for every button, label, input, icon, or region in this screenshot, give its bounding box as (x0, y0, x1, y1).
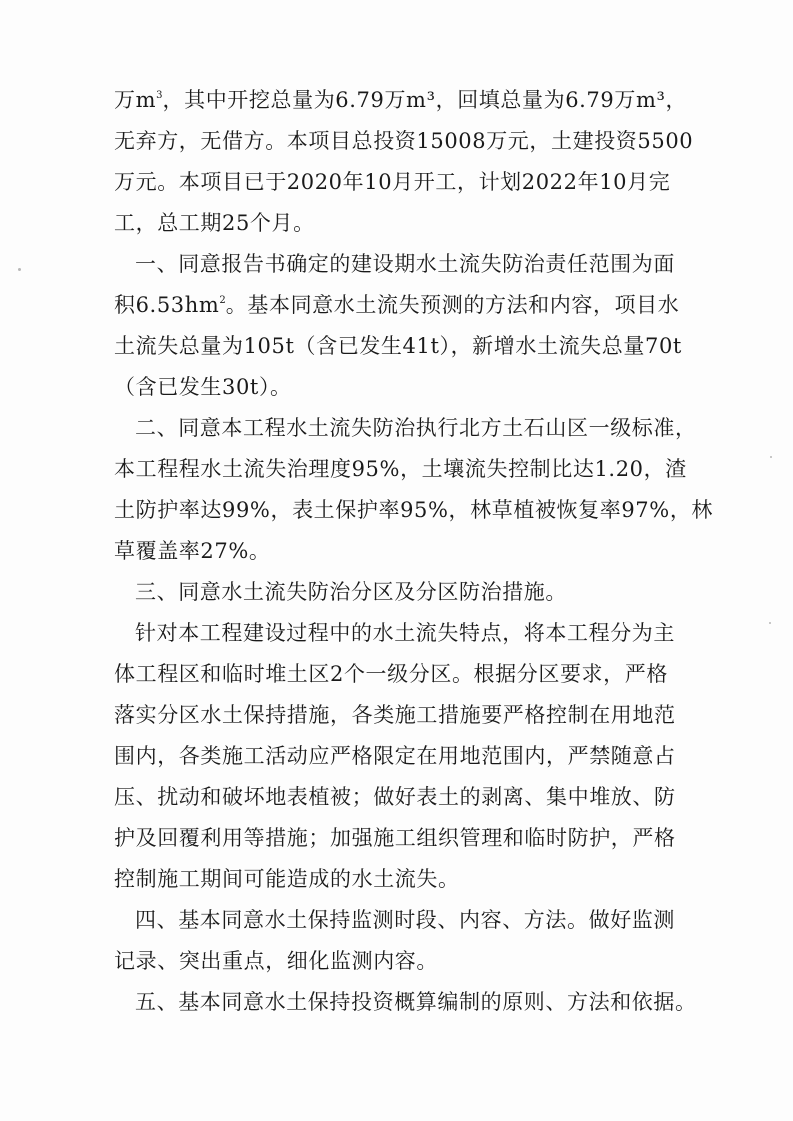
text-line-1: 万$m^3$，其中开挖总量为6.79万m³，回填总量为6.79万m³， (114, 88, 688, 112)
text-line-12: 草覆盖率27%。 (114, 539, 271, 563)
paragraph-2-start: 二、同意本工程水土流失防治执行北方土石山区一级标准， (135, 416, 697, 440)
text-line-10: 本工程程水土流失治理度95%，土壤流失控制比达1.20，渣 (114, 457, 687, 481)
scan-speck (770, 456, 772, 458)
text-line-18: 压、扰动和破坏地表植被；做好表土的剥离、集中堆放、防 (114, 785, 676, 809)
text-line-7: 土流失总量为105t（含已发生41t），新增水土流失总量70t (114, 334, 682, 358)
text-line-19: 护及回覆利用等措施；加强施工组织管理和临时防护，严格 (114, 826, 676, 850)
paragraph-3-start: 三、同意水土流失防治分区及分区防治措施。 (135, 580, 567, 604)
document-body (114, 80, 714, 1023)
scan-speck (18, 268, 21, 271)
text-line-4: 工，总工期25个月。 (114, 211, 315, 235)
text-line-8: （含已发生30t）。 (114, 375, 292, 399)
text-line-22: 记录、突出重点，细化监测内容。 (114, 949, 438, 973)
scan-speck (769, 622, 771, 624)
text-line-6: 积$6.53hm^2$。基本同意水土流失预测的方法和内容，项目水 (114, 293, 680, 317)
text-line-3: 万元。本项目已于2020年10月开工，计划2022年10月完 (114, 170, 671, 194)
paragraph-6-start: 五、基本同意水土保持投资概算编制的原则、方法和依据。 (135, 990, 697, 1014)
paragraph-5-start: 四、基本同意水土保持监测时段、内容、方法。做好监测 (135, 908, 675, 932)
paragraph-4-start: 针对本工程建设过程中的水土流失特点，将本工程分为主 (135, 621, 675, 645)
text-line-17: 围内，各类施工活动应严格限定在用地范围内，严禁随意占 (114, 744, 676, 768)
text-line-15: 体工程区和临时堆土区2个一级分区。根据分区要求，严格 (114, 662, 668, 686)
paragraph-1-start: 一、同意报告书确定的建设期水土流失防治责任范围为面 (135, 252, 675, 276)
text-line-2: 无弃方，无借方。本项目总投资15008万元，土建投资5500 (114, 129, 694, 153)
text-line-11: 土防护率达99%，表土保护率95%，林草植被恢复率97%，林 (114, 498, 714, 522)
text-line-16: 落实分区水土保持措施，各类施工措施要严格控制在用地范 (114, 703, 676, 727)
text-line-20: 控制施工期间可能造成的水土流失。 (114, 867, 460, 891)
